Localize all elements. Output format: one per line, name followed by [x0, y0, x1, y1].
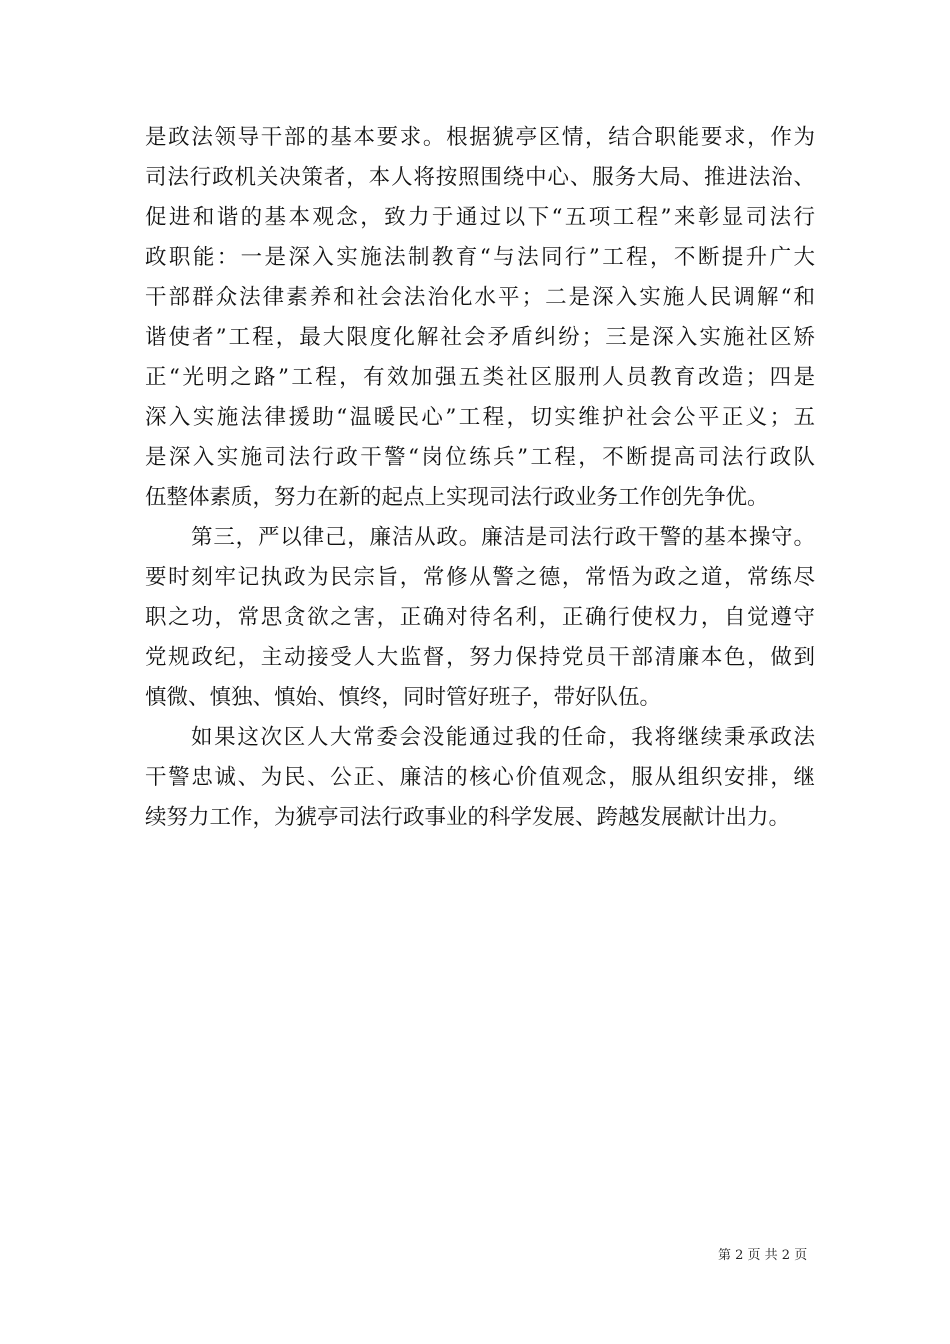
paragraph-1-line-10: 伍整体素质，努力在新的起点上实现司法行政业务工作创先争优。	[145, 485, 769, 510]
paragraph-1-line-9: 是深入实施司法行政干警“岗位练兵”工程，不断提高司法行政队	[145, 445, 815, 470]
paragraph-1-line-8: 深入实施法律援助“温暖民心”工程，切实维护社会公平正义；五	[145, 405, 815, 430]
paragraph-1-line-4: 政职能：一是深入实施法制教育“与法同行”工程，不断提升广大	[145, 245, 815, 270]
paragraph-2-line-2: 要时刻牢记执政为民宗旨，常修从警之德，常悟为政之道，常练尽	[145, 565, 815, 590]
paragraph-1-line-7: 正“光明之路”工程，有效加强五类社区服刑人员教育改造；四是	[145, 365, 815, 390]
paragraph-1-line-6: 谐使者”工程，最大限度化解社会矛盾纠纷；三是深入实施社区矫	[145, 325, 815, 350]
paragraph-3-line-3: 续努力工作，为猇亭司法行政事业的科学发展、跨越发展献计出力。	[145, 805, 791, 830]
page-number-footer: 第 2 页 共 2 页	[718, 1248, 808, 1263]
paragraph-1-line-2: 司法行政机关决策者，本人将按照围绕中心、服务大局、推进法治、	[145, 165, 815, 190]
paragraph-1-line-1: 是政法领导干部的基本要求。根据猇亭区情，结合职能要求，作为	[145, 125, 815, 150]
paragraph-2-line-5: 慎微、慎独、慎始、慎终，同时管好班子，带好队伍。	[145, 685, 662, 710]
paragraph-3-line-1: 如果这次区人大常委会没能通过我的任命，我将继续秉承政法	[191, 725, 815, 750]
paragraph-1-line-3: 促进和谐的基本观念，致力于通过以下“五项工程”来彰显司法行	[145, 205, 815, 230]
paragraph-2-line-3: 职之功，常思贪欲之害，正确对待名利，正确行使权力，自觉遵守	[145, 605, 815, 630]
paragraph-1-line-5: 干部群众法律素养和社会法治化水平；二是深入实施人民调解“和	[145, 285, 815, 310]
document-body	[145, 118, 815, 838]
paragraph-2-line-4: 党规政纪，主动接受人大监督，努力保持党员干部清廉本色，做到	[145, 645, 815, 670]
paragraph-2-line-1: 第三，严以律己，廉洁从政。廉洁是司法行政干警的基本操守。	[191, 525, 815, 550]
paragraph-3-line-2: 干警忠诚、为民、公正、廉洁的核心价值观念，服从组织安排，继	[145, 765, 815, 790]
